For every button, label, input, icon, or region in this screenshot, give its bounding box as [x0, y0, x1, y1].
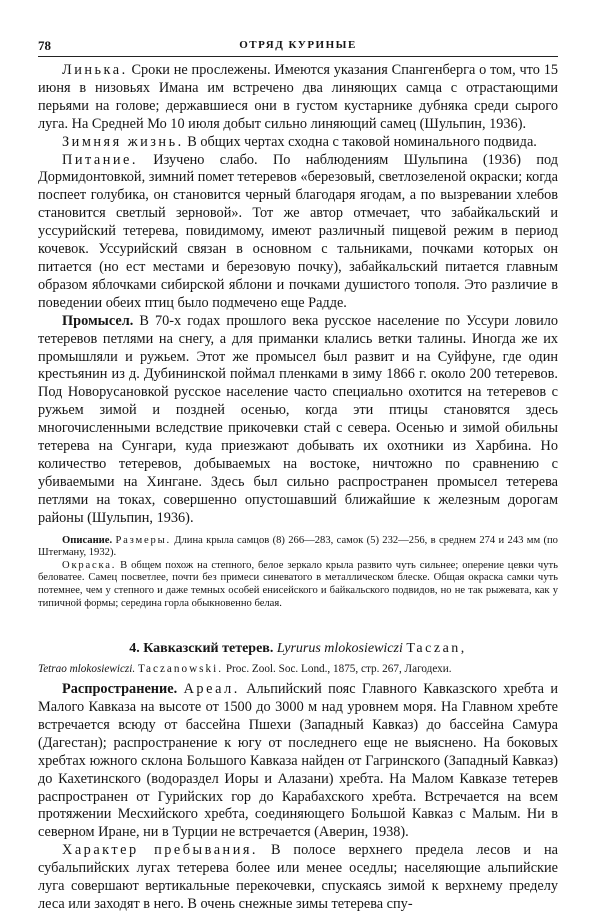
distribution-text: Альпийский пояс Главного Кавказского хребта и Малого Кавказа на высоте от 1500 до 3000 м над уровнем моря. На Главном хребте встречается всюду от бассейна Пшехи (Западный Кавказ) до бассейна Самура (Дагестан); распространение к югу от последнего еще не выяснено. На боковых хребтах южного склона Большого Кавказа найден от Гагринского (Западный Кавказ) до Кахетинского (водораздел Иоры и Алазани) хребта. На Малом Кавказе тетерев распространен от Гурийских гор до Карабахского хребта. Встречается на всем протяжении Месхийского хребта, соединяющего Большой Кавказ с Малым. Ни в северном Иране, ни в Турции не встречается (Аверин, 1938). [38, 681, 559, 841]
synonym-name: Tetrao mlokosiewiczi. [38, 663, 136, 676]
running-title: ОТРЯД КУРИНЫЕ [239, 39, 357, 51]
species-title [38, 640, 558, 658]
hunting-label: Промысел. [62, 312, 134, 329]
color-text: В общем похож на степного, белое зеркало крыла развито чуть сильнее; оперение цевки чуть беловатее. Самец посветлее, почти без примеси синеватого в металлическом блеске. Общая окраска самки чуть потемнее, чем у степного и даже темных особей енисейского и байкальского подвидов, но не так рыжевата, как у типичной формы; середина горла обыкновенно белая. [38, 559, 558, 609]
color-label: Окраска. [62, 559, 117, 571]
paragraph-distribution [38, 681, 558, 842]
description-sizes [38, 535, 558, 560]
habitat-label: Характер пребывания. [62, 842, 258, 859]
molt-text: Сроки не прослежены. Имеются указания Спангенберга о том, что 15 июня в низовьях Имана им встречено два линяющих самца с отрастающими перьями на голове; державшиеся они в густом кустарнике дубняка среди сырого луга. На Средней Мо 10 июля добыт сильно линяющий самец (Шульпин, 1936). [38, 62, 558, 132]
food-label: Питание. [62, 151, 138, 168]
hunting-text: В 70-х годах прошлого века русское население по Уссури ловило тетеревов петлями на снегу, а для приманки клались ветки талины. Иногда же их промышляли и ружьем. Этот же промысел был развит и на Суйфуне, где один крестьянин из д. Дубининской поймал пленками в зиму 1866 г. около 200 тетеревов. Под Новорусановкой русское население часто специально охотится на тетеревов с ружьем зимой и поздней осенью, когда эти птицы становятся здесь многочисленными вследствие прикочевки стай с севера. Осенью и зимой обильны тетерева на Сунгари, куда приезжают добывать их охотники из Харбина. Но количество тетеревов, добываемых на востоке, ничтожно по сравнению с убиваемыми на Хингане. Здесь был сильно распространен промысел тетерева петлями на токах, совершенно опустошавший ближайшие к железным дорогам районы (Шульпин, 1936). [38, 312, 558, 526]
paragraph-habitat [38, 842, 558, 914]
synonym-ref: Proc. Zool. Soc. Lond., 1875, стр. 267, Лагодехи. [223, 663, 452, 676]
distribution-label: Распространение. [62, 681, 178, 698]
page-number: 78 [38, 38, 51, 53]
distribution-sublabel: Ареал. [183, 681, 240, 698]
description-label: Описание. [62, 534, 113, 546]
page-header [38, 38, 558, 54]
sizes-label: Размеры. [115, 534, 171, 546]
habitat-text: В полосе верхнего предела лесов и на субальпийских лугах тетерева более или менее оседлы; населяющие альпийские луга совершают вертикальные перекочевки, спускаясь зимой к верхнему пределу леса или заходят в него. В очень снежные зимы тетерева спу- [38, 842, 559, 912]
species-number: 4. Кавказский тетерев. [129, 641, 274, 657]
species-synonym [38, 662, 558, 677]
paragraph-hunting [38, 313, 558, 528]
species-latin: Lyrurus mlokosiewiczi [276, 641, 403, 657]
main-text [38, 62, 558, 914]
synonym-author: Taczanowski. [137, 663, 224, 676]
description-color [38, 560, 558, 610]
winter-text: В общих чертах сходна с таковой номинального подвида. [183, 133, 537, 150]
winter-label: Зимняя жизнь. [62, 133, 184, 150]
food-text: Изучено слабо. По наблюдениям Шульпина (1936) под Дормидонтовкой, зимний помет тетеревов «березовый, светлозеленой окраски; когда поспеет голубика, он становится черный благодаря ягодам, а по вызревании хлебов становится светлый зерновой». Тот же автор отмечает, что забайкальский и уссурийский тетерева, повидимому, имеют различный пищевой режим в период кочевок. Уссурийский связан в основном с тальниками, почками которых он питается (но ест местами и березовую почку), забайкальский питается главным образом яблочками сибирской яблони и почками душистого тополя. Это различие в поведении обеих птиц было подмечено еще Радде. [38, 151, 558, 311]
species-author: Taczan, [406, 641, 467, 657]
molt-label: Линька. [62, 62, 128, 78]
header-rule [38, 56, 558, 57]
paragraph-molt [38, 62, 558, 134]
sizes-text: Длина крыла самцов (8) 266—283, самок (5) 232—256, в среднем 274 и 243 мм (по Штегману, 1932). [38, 534, 558, 559]
paragraph-winter [38, 134, 558, 152]
paragraph-food [38, 152, 558, 313]
